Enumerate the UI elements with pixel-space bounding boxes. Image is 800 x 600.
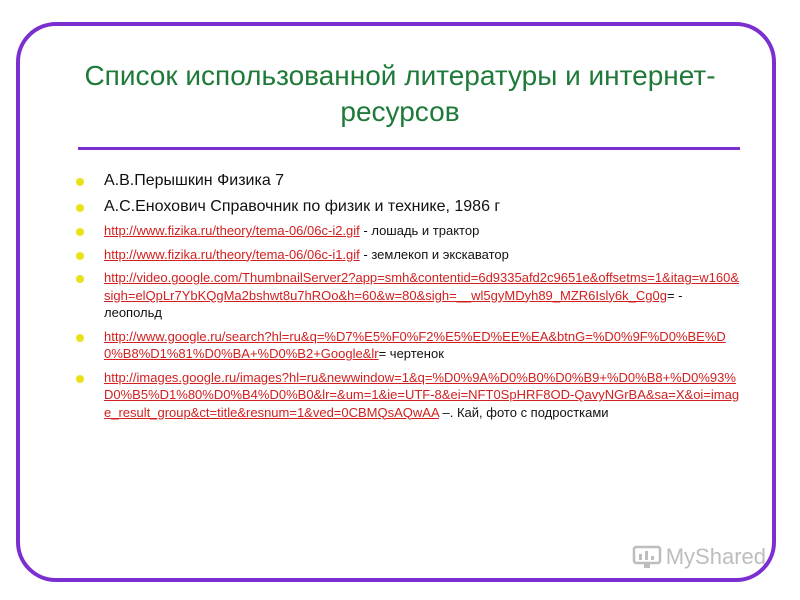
title-divider (78, 147, 740, 150)
list-item (76, 328, 740, 363)
reference-link[interactable]: http://www.fizika.ru/theory/tema-06/06c-i1.gif (104, 246, 360, 262)
link-description: - лошадь и трактор (359, 223, 480, 238)
list-item (76, 222, 740, 240)
slide-title: Список использованной литературы и интернет- ресурсов (84, 60, 716, 127)
link-description: = чертенок (378, 346, 444, 361)
bullet-icon (76, 252, 84, 260)
bullet-icon (76, 204, 84, 212)
bullet-icon (76, 334, 84, 342)
watermark-text: MyShared (665, 544, 766, 569)
bullet-icon (76, 228, 84, 236)
watermark (632, 544, 766, 570)
list-item (76, 170, 740, 192)
link-description: –. Кай, фото с подростками (438, 404, 609, 420)
reference-list (76, 170, 740, 427)
bullet-icon (76, 178, 84, 186)
link-description: = - леопольд (104, 287, 683, 320)
reference-link[interactable]: http://video.google.com/ThumbnailServer2?app=smh&contentid=6d9335afd2c9651e&offsetms=1&itag=w160&sigh=elQpLr7YbKQgMa2bshwt8u7hROo&h=60&w=80&sigh=__wl5gyMDyh89_MZR6Isly6k_Cg0g (104, 270, 740, 303)
myshared-logo-icon (632, 544, 662, 570)
bullet-icon (76, 375, 84, 383)
link-description: - землекоп и экскаватор (359, 246, 509, 262)
reference-link[interactable]: http://images.google.ru/images?hl=ru&newwindow=1&q=%D0%9A%D0%B0%D0%B9+%D0%B8+%D0%93%D0%B5%D1%80%D0%B4%D0%B0&lr=&um=1&ie=UTF-8&ei=NFT0SpHRF8OD-QavyNGrBA&sa=X&oi=image_result_group&ct=title&resnum=1&ved=0CBMQsAQwAA (104, 369, 740, 420)
reference-text: А.С.Енохович Справочник по физик и технике, 1986 г (104, 198, 501, 215)
bullet-icon (76, 275, 84, 283)
list-item (76, 196, 740, 218)
reference-link[interactable]: http://www.google.ru/search?hl=ru&q=%D7%E5%F0%F2%E5%ED%EE%EA&btnG=%D0%9F%D0%BE%D0%B8%D1%81%D0%BA+%D0%B2+Google&lr (104, 328, 726, 361)
list-item (76, 269, 740, 322)
list-item (76, 246, 740, 264)
reference-link[interactable]: http://www.fizika.ru/theory/tema-06/06c-i2.gif (104, 223, 360, 238)
list-item (76, 369, 740, 422)
reference-text: А.В.Перышкин Физика 7 (104, 172, 285, 189)
